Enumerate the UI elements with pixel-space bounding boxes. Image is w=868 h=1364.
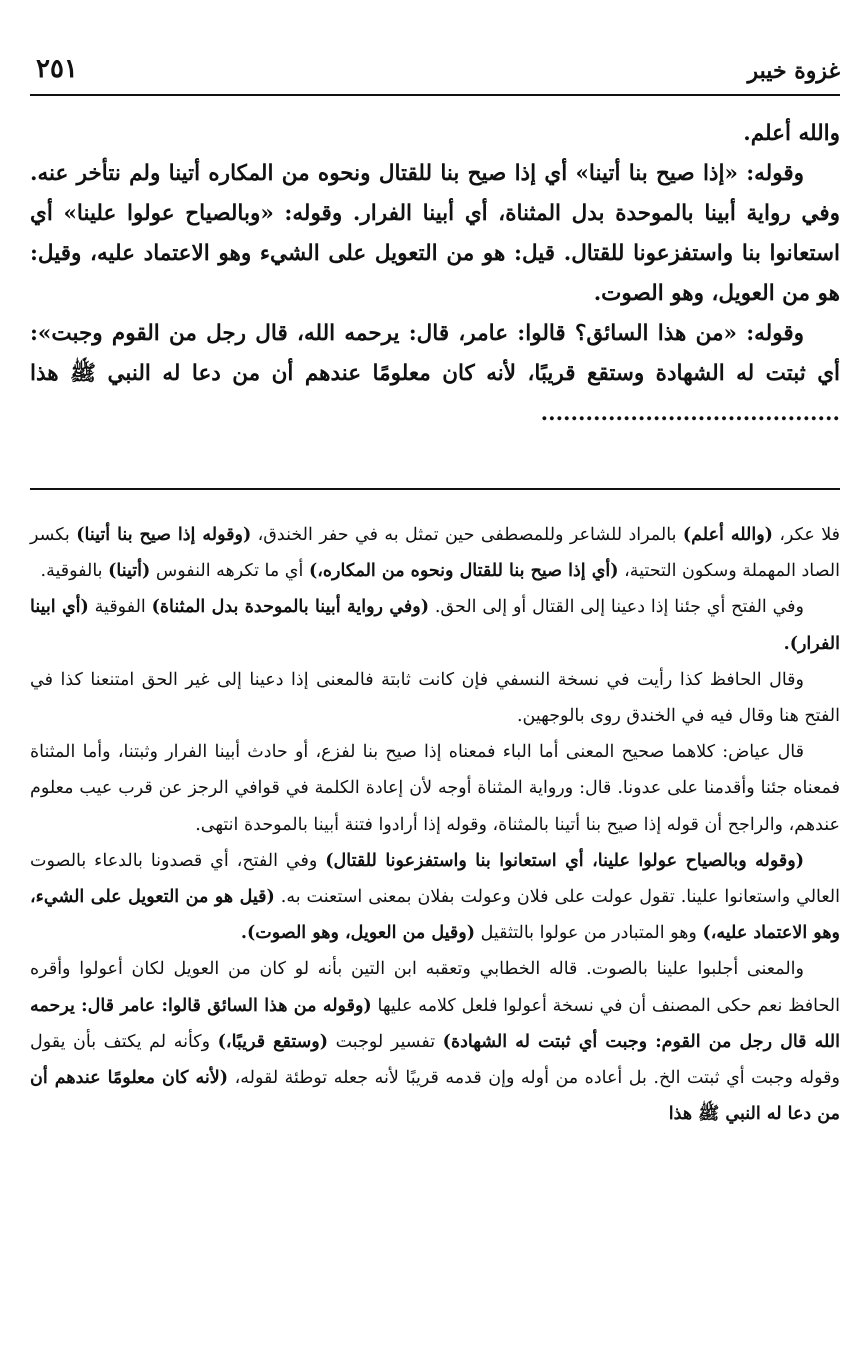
commentary-run: قال عياض: كلاهما صحيح المعنى أما الباء فمعناه إذا صيح بنا لفزع، أو حادث أبينا الفرار وثبتنا، وأما المثناة فمعناه جئنا وأقدمنا على عدونا. قال: ورواية المثناة أوجه لأن إعادة الكلمة في قوافي الرجز عن قرب عيب معلوم عندهم، والراجح أن قوله إذا صيح بنا أتينا بالمثناة، وقوله إذا أرادوا فتنة أبينا بالموحدة انتهى. [30, 742, 840, 835]
quoted-matn-text: (أي ابينا الفرار). [30, 597, 840, 654]
commentary-run: فلا عكر، [772, 525, 841, 545]
commentary-run: تفسير لوجبت [328, 1031, 443, 1052]
quoted-matn-text: (وقوله إذا صيح بنا أتينا) [76, 525, 252, 545]
commentary-run: والمعنى أجلبوا علينا بالصوت. قاله الخطابي وتعقبه ابن التين بأنه لو كان من العويل لكان أعولوا وأقره الحافظ نعم حكى المصنف أن في نسخة أعولوا فلعل كلامه عليها [30, 959, 840, 1016]
commentary-run: وفي الفتح أي جئنا إذا دعينا إلى القتال أو إلى الحق. [429, 597, 804, 618]
commentary-text [30, 517, 840, 1132]
commentary-run: بالمراد للشاعر وللمصطفى حين تمثل به في حفر الخندق، [251, 525, 683, 545]
main-text [30, 114, 840, 434]
commentary-paragraph [30, 843, 840, 952]
commentary-paragraph [30, 951, 840, 1132]
commentary-paragraph [30, 662, 840, 734]
main-paragraph: والله أعلم. [743, 121, 840, 146]
commentary-run: بكسر الصاد المهملة وسكون التحتية، [30, 525, 840, 582]
commentary-run: وقال الحافظ كذا رأيت في نسخة النسفي فإن كانت ثابتة فالمعنى إذا دعينا إلى غير الحق امتنعنا كذا في الفتح هنا وقال فيه في الخندق روى بالوجهين. [30, 669, 840, 727]
quoted-matn-text: (وفي رواية أبينا بالموحدة بدل المثناة) [151, 597, 430, 618]
main-paragraph: وقوله: «إذا صيح بنا أتينا» أي إذا صيح بنا للقتال ونحوه من المكاره أتينا ولم نتأخر عنه. وفي رواية أبينا بالموحدة بدل المثناة، أي أبينا الفرار. وقوله: «وبالصياح عولوا علينا» أي استعانوا بنا واستفزعونا للقتال. قيل: هو من التعويل على الشيء وهو الاعتماد عليه، وقيل: هو من العويل، وهو الصوت. [30, 161, 840, 306]
main-paragraph: وقوله: «من هذا السائق؟ قالوا: عامر، قال: يرحمه الله، قال رجل من القوم وجبت»: أي ثبتت له الشهادة وستقع قريبًا، لأنه كان معلومًا عندهم أن من دعا له النبي ﷺ هذا ........................................ [30, 321, 840, 426]
commentary-run: وكأنه لم يكتف بأن يقول وقوله وجبت أي ثبتت الخ. بل أعاده من أوله وإن قدمه قريبًا لأنه جعله توطئة لقوله، [30, 1031, 840, 1089]
commentary-run: أي ما تكرهه النفوس [150, 561, 309, 582]
chapter-title: غزوة خيبر [747, 58, 840, 84]
quoted-matn-text: (وقوله من هذا السائق قالوا: عامر قال: يرحمه الله قال رجل من القوم: وجبت أي ثبتت له الشهادة) [30, 995, 840, 1052]
commentary-run: بالفوقية. [40, 561, 109, 582]
commentary-paragraph [30, 517, 840, 589]
quoted-matn-text: (أي إذا صيح بنا للقتال ونحوه من المكاره،) [308, 561, 619, 582]
page-number: ٢٥١ [36, 54, 78, 84]
quoted-matn-text: (قيل هو من التعويل على الشيء، وهو الاعتماد عليه،) [30, 887, 840, 944]
quoted-matn-text: (والله أعلم) [682, 525, 773, 545]
quoted-matn-text: (أتينا) [108, 561, 151, 582]
commentary-paragraph [30, 734, 840, 843]
commentary-run: وفي الفتح، أي قصدونا بالدعاء بالصوت العالي واستعانوا علينا. تقول عولت على فلان وعولت بفلان بمعنى استعنت به. [30, 850, 841, 908]
quoted-matn-text: (وقوله وبالصياح عولوا علينا، أي استعانوا بنا واستفزعونا للقتال) [325, 850, 804, 871]
commentary-run: الفوقية [88, 597, 152, 618]
commentary-run: وهو المتبادر من عولوا بالتثقيل [475, 923, 703, 944]
page-header [30, 50, 840, 96]
quoted-matn-text: (وقيل من العويل، وهو الصوت). [240, 923, 475, 944]
quoted-matn-text: (وستقع قريبًا،) [217, 1031, 329, 1052]
commentary-paragraph [30, 589, 840, 661]
quoted-matn-text: (لأنه كان معلومًا عندهم أن من دعا له النبي ﷺ هذا [30, 1068, 840, 1125]
section-divider [30, 488, 840, 490]
